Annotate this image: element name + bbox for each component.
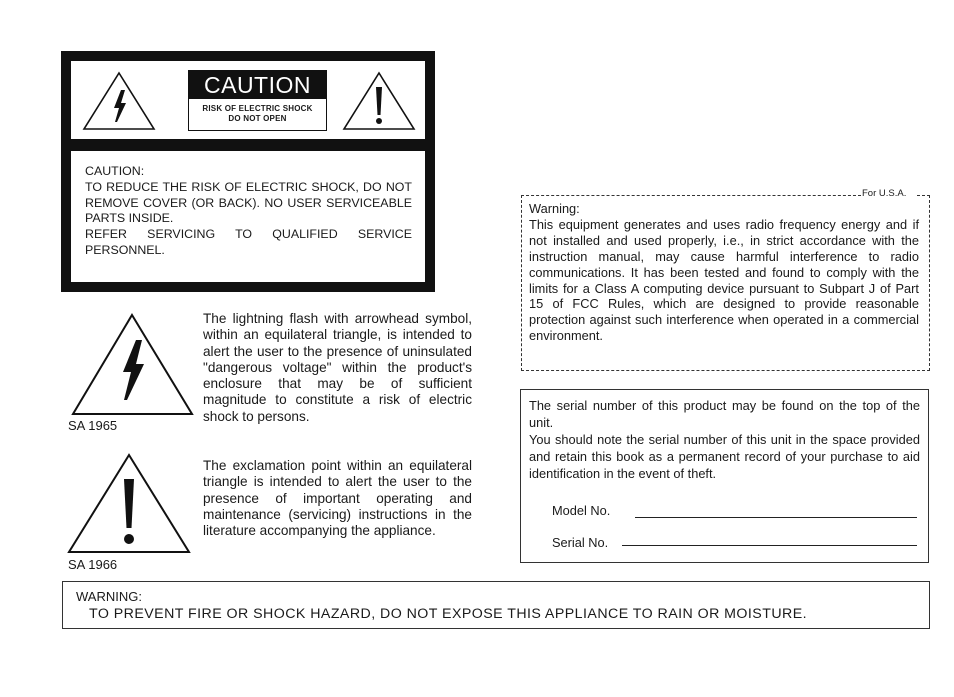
lightning-triangle-icon (70, 312, 196, 418)
exclamation-triangle-icon (66, 452, 192, 556)
caution-label (188, 70, 327, 131)
lightning-triangle-icon (81, 70, 157, 132)
model-number-label: Model No. (552, 503, 611, 518)
serial-number-field[interactable] (622, 545, 917, 546)
symbol-code-1966: SA 1966 (68, 557, 118, 572)
serial-number-label: Serial No. (552, 535, 609, 550)
fcc-body: This equipment generates and uses radio frequency energy and if not installed and used properly, i.e., in strict accordance with the instruction manual, may cause harmful interference to radio communications. It has been tested and found to comply with the limits for a Class A computing device pursuant to Subpart J of Part 15 of FCC Rules, which are designed to provide reasonable protection against such interference when operated in a commercial environment. (529, 216, 919, 344)
symbol-code-1965: SA 1965 (68, 418, 118, 433)
caution-label-area (71, 61, 425, 139)
caution-body-1: TO REDUCE THE RISK OF ELECTRIC SHOCK, DO NOT REMOVE COVER (OR BACK). NO USER SERVICEABLE PARTS INSIDE. (85, 179, 412, 226)
serial-record-note: You should note the serial number of this unit in the space provided and retain this book as a permanent record of your purchase to aid identification in the event of theft. (529, 432, 920, 481)
caution-sub-line2: DO NOT OPEN (228, 114, 287, 123)
fcc-top-border-end (917, 195, 930, 196)
caution-heading: CAUTION: (85, 164, 145, 178)
serial-number-text (529, 397, 920, 482)
fcc-warning-text (529, 201, 919, 344)
caution-body-2: REFER SERVICING TO QUALIFIED SERVICE PERSONNEL. (85, 227, 412, 257)
caution-panel (61, 51, 435, 292)
exclamation-triangle-icon (341, 70, 417, 132)
exclamation-description: The exclamation point within an equilateral triangle is intended to alert the user to the presence of important operating and maintenance (servicing) instructions in the literature accompanying the appliance. (203, 458, 472, 539)
caution-text-area (71, 151, 425, 282)
moisture-warning-heading: WARNING: (76, 589, 142, 604)
caution-sub-line1: RISK OF ELECTRIC SHOCK (202, 104, 313, 113)
serial-location-note: The serial number of this product may be found on the top of the unit. (529, 398, 920, 430)
lightning-description: The lightning flash with arrowhead symbol, within an equilateral triangle, is intended to alert the user to the presence of uninsulated "dangerous voltage" within the product's enclosure that may be of sufficient magnitude to constitute a risk of electric shock to persons. (203, 311, 472, 424)
fcc-region-tag: For U.S.A. (862, 188, 907, 199)
fcc-top-border (521, 195, 861, 196)
moisture-warning-text: TO PREVENT FIRE OR SHOCK HAZARD, DO NOT EXPOSE THIS APPLIANCE TO RAIN OR MOISTURE. (89, 606, 808, 622)
model-number-field[interactable] (635, 517, 917, 518)
fcc-heading: Warning: (529, 201, 580, 216)
caution-title: CAUTION (189, 71, 326, 99)
